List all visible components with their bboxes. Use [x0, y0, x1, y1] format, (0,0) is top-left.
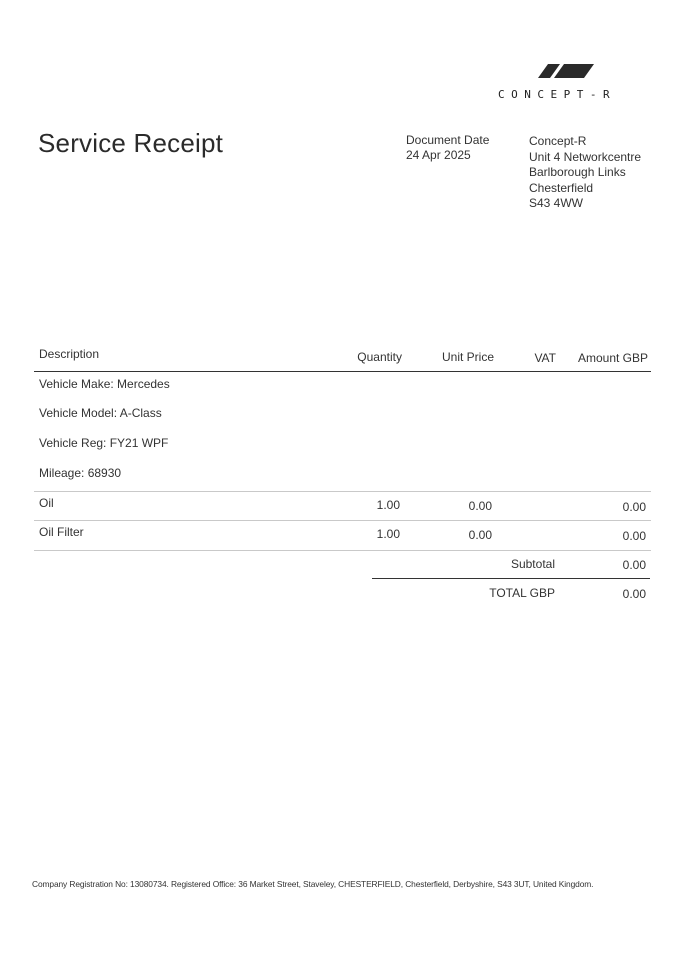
item-quantity: 1.00 — [376, 527, 400, 541]
vehicle-reg: Vehicle Reg: FY21 WPF — [39, 436, 169, 450]
company-registration-footer: Company Registration No: 13080734. Registered Office: 36 Market Street, Staveley, CHESTERFIELD, Chesterfield, Derbyshire, S43 3UT, United Kingdom. — [32, 879, 594, 889]
total-divider — [372, 578, 650, 579]
header-description: Description — [39, 347, 100, 361]
item-quantity: 1.00 — [376, 498, 400, 512]
row-divider — [34, 550, 651, 551]
page-title: Service Receipt — [38, 128, 224, 158]
address-line: Concept-R — [529, 134, 587, 148]
header-quantity: Quantity — [357, 350, 402, 364]
address-line: Barlborough Links — [529, 165, 626, 179]
total-value: 0.00 — [622, 587, 646, 601]
row-divider — [34, 491, 651, 492]
vehicle-mileage: Mileage: 68930 — [39, 466, 122, 480]
company-logo — [498, 60, 638, 105]
subtotal-label: Subtotal — [510, 557, 555, 571]
item-unit-price: 0.00 — [468, 528, 492, 542]
subtotal-value: 0.00 — [622, 558, 646, 572]
item-description: Oil — [39, 496, 54, 510]
item-amount: 0.00 — [622, 500, 646, 514]
address-line: Unit 4 Networkcentre — [529, 149, 642, 164]
header-unit-price: Unit Price — [441, 350, 494, 364]
address-line: S43 4WW — [529, 196, 584, 210]
row-divider — [34, 520, 651, 521]
header-amount: Amount GBP — [577, 351, 648, 365]
item-unit-price: 0.00 — [468, 499, 492, 513]
total-label: TOTAL GBP — [489, 586, 555, 600]
document-date-label: Document Date — [406, 133, 490, 147]
vehicle-model: Vehicle Model: A-Class — [39, 406, 162, 420]
vehicle-make: Vehicle Make: Mercedes — [39, 377, 170, 391]
company-address — [529, 134, 641, 212]
header-vat: VAT — [534, 351, 556, 365]
logo-wordmark: CONCEPT-R — [498, 88, 617, 101]
item-amount: 0.00 — [622, 529, 646, 543]
document-date-value: 24 Apr 2025 — [406, 148, 471, 162]
address-line: Chesterfield — [529, 180, 594, 195]
double-slash-logo-icon — [538, 60, 594, 80]
item-description: Oil Filter — [39, 525, 84, 539]
document-date-block — [406, 133, 489, 163]
header-divider — [34, 371, 651, 372]
